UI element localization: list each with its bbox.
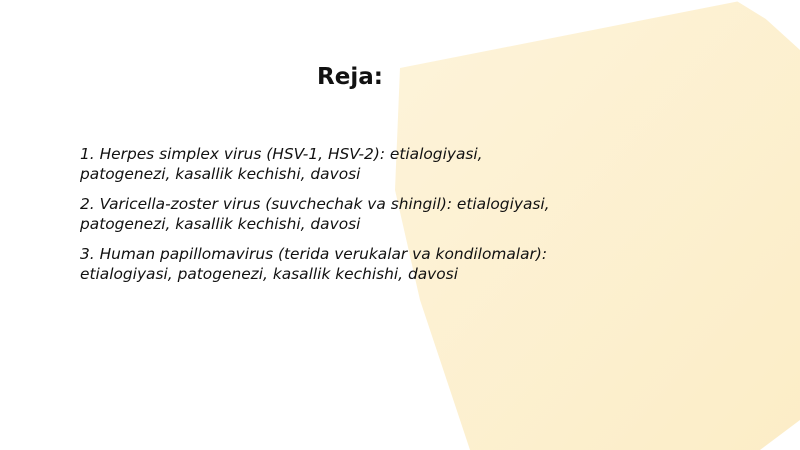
agenda-item-3: 3. Human papillomavirus (terida verukalar va kondilomalar): etialogiyasi, patogenezi, kasallik kechishi, davosi (80, 245, 548, 283)
agenda-item-1: 1. Herpes simplex virus (HSV-1, HSV-2): etialogiyasi, patogenezi, kasallik kechishi, davosi (80, 145, 483, 183)
agenda-list (80, 144, 560, 294)
agenda-item-2: 2. Varicella-zoster virus (suvchechak va shingil): etialogiyasi, patogenezi, kasallik kechishi, davosi (80, 195, 550, 233)
slide-title: Reja: (317, 64, 383, 90)
